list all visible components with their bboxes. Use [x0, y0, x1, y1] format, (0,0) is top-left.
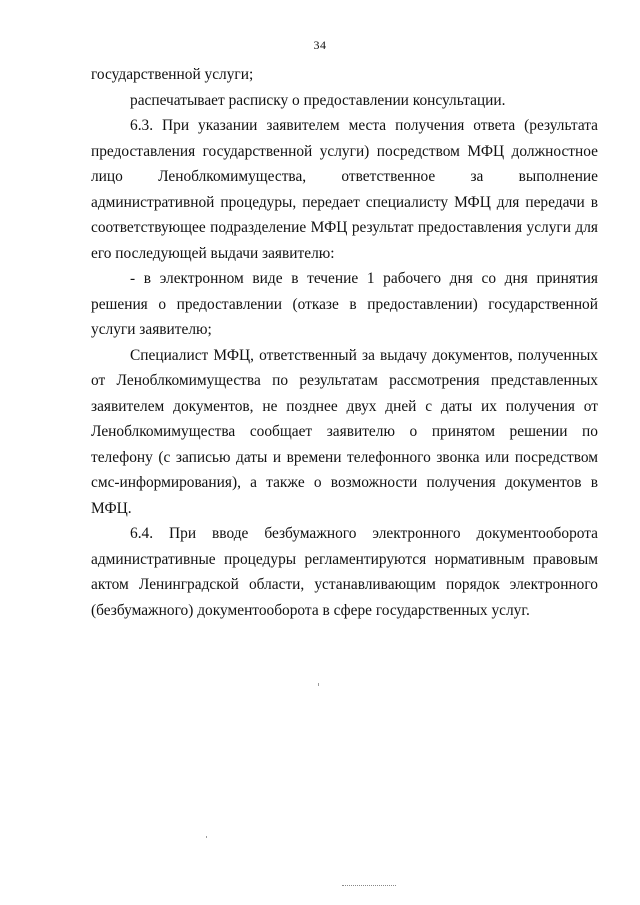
document-body [91, 62, 598, 623]
scan-speck [318, 683, 319, 686]
page-number: 34 [313, 38, 327, 52]
scan-speck [206, 836, 207, 838]
paragraph-electronic-form: - в электронном виде в течение 1 рабочего дня со дня принятия решения о предоставлении (отказе в предоставлении) государственной услуги заявителю; [91, 270, 598, 338]
paragraph-section-6-4: 6.4. При вводе безбумажного электронного документооборота административные процедуры регламентируются нормативным правовым актом Ленинградской области, устанавливающим порядок электронного (безбумажного) документооборота в сфере государственных услуг. [91, 525, 598, 619]
paragraph-continuation: государственной услуги; [91, 66, 254, 83]
paragraph-section-6-3: 6.3. При указании заявителем места получения ответа (результата предоставления государственной услуги) посредством МФЦ должностное лицо Леноблкомимущества, ответственное за выполнение административной процедуры, передает специалисту МФЦ для передачи в соответствующее подразделение МФЦ результат предоставления услуги для его последующей выдачи заявителю: [91, 117, 598, 262]
paragraph-mfc-specialist: Специалист МФЦ, ответственный за выдачу документов, полученных от Леноблкомимущества по результатам рассмотрения представленных заявителем документов, не позднее двух дней с даты их получения от Леноблкомимущества сообщает заявителю о принятом решении по телефону (с записью даты и времени телефонного звонка или посредством смс-информирования), а также о возможности получения документов в МФЦ. [91, 346, 598, 517]
scan-dots [342, 885, 396, 887]
paragraph-consultation-receipt: распечатывает расписку о предоставлении консультации. [130, 91, 506, 109]
